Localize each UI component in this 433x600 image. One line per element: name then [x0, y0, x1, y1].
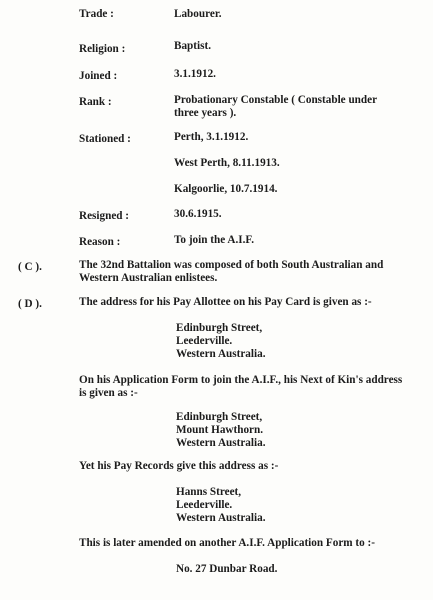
address-line: Western Australia. — [176, 512, 266, 524]
joined-value: 3.1.1912. — [174, 68, 216, 80]
trade-value: Labourer. — [174, 8, 222, 20]
address-line: Hanns Street, — [176, 486, 242, 498]
joined-label: Joined : — [79, 70, 118, 82]
reason-label: Reason : — [79, 236, 121, 248]
address-line: Leederville. — [176, 499, 233, 511]
stationed-label: Stationed : — [79, 133, 131, 145]
address-line: Western Australia. — [176, 348, 266, 360]
pay-records-line: Yet his Pay Records give this address as :- — [79, 460, 279, 472]
reason-value: To join the A.I.F. — [174, 234, 254, 246]
application-line-1: On his Application Form to join the A.I.F., his Next of Kin's address — [79, 374, 403, 386]
address-line: Leederville. — [176, 335, 233, 347]
note-c-line-2: Western Australian enlistees. — [79, 272, 218, 284]
address-line: Edinburgh Street, — [176, 411, 263, 423]
religion-value: Baptist. — [174, 40, 211, 52]
resigned-label: Resigned : — [79, 210, 130, 222]
note-c-marker: ( C ). — [18, 261, 42, 273]
resigned-value: 30.6.1915. — [174, 208, 222, 220]
rank-value-line-1: Probationary Constable ( Constable under — [174, 94, 378, 106]
address-line: Mount Hawthorn. — [176, 424, 264, 436]
stationed-entry: West Perth, 8.11.1913. — [174, 157, 280, 169]
address-line: No. 27 Dunbar Road. — [176, 563, 278, 575]
rank-value-line-2: three years ). — [174, 107, 237, 119]
note-c-line-1: The 32nd Battalion was composed of both South Australian and — [79, 259, 384, 271]
address-line: Western Australia. — [176, 437, 266, 449]
trade-label: Trade : — [79, 8, 114, 20]
application-line-2: is given as :- — [79, 387, 138, 399]
address-line: Edinburgh Street, — [176, 322, 263, 334]
stationed-entry: Perth, 3.1.1912. — [174, 131, 249, 143]
note-d-intro: The address for his Pay Allottee on his Pay Card is given as :- — [79, 296, 372, 308]
rank-label: Rank : — [79, 96, 112, 108]
religion-label: Religion : — [79, 43, 126, 55]
stationed-entry: Kalgoorlie, 10.7.1914. — [174, 183, 278, 195]
note-d-marker: ( D ). — [18, 298, 42, 310]
amended-line: This is later amended on another A.I.F. Application Form to :- — [79, 537, 375, 549]
